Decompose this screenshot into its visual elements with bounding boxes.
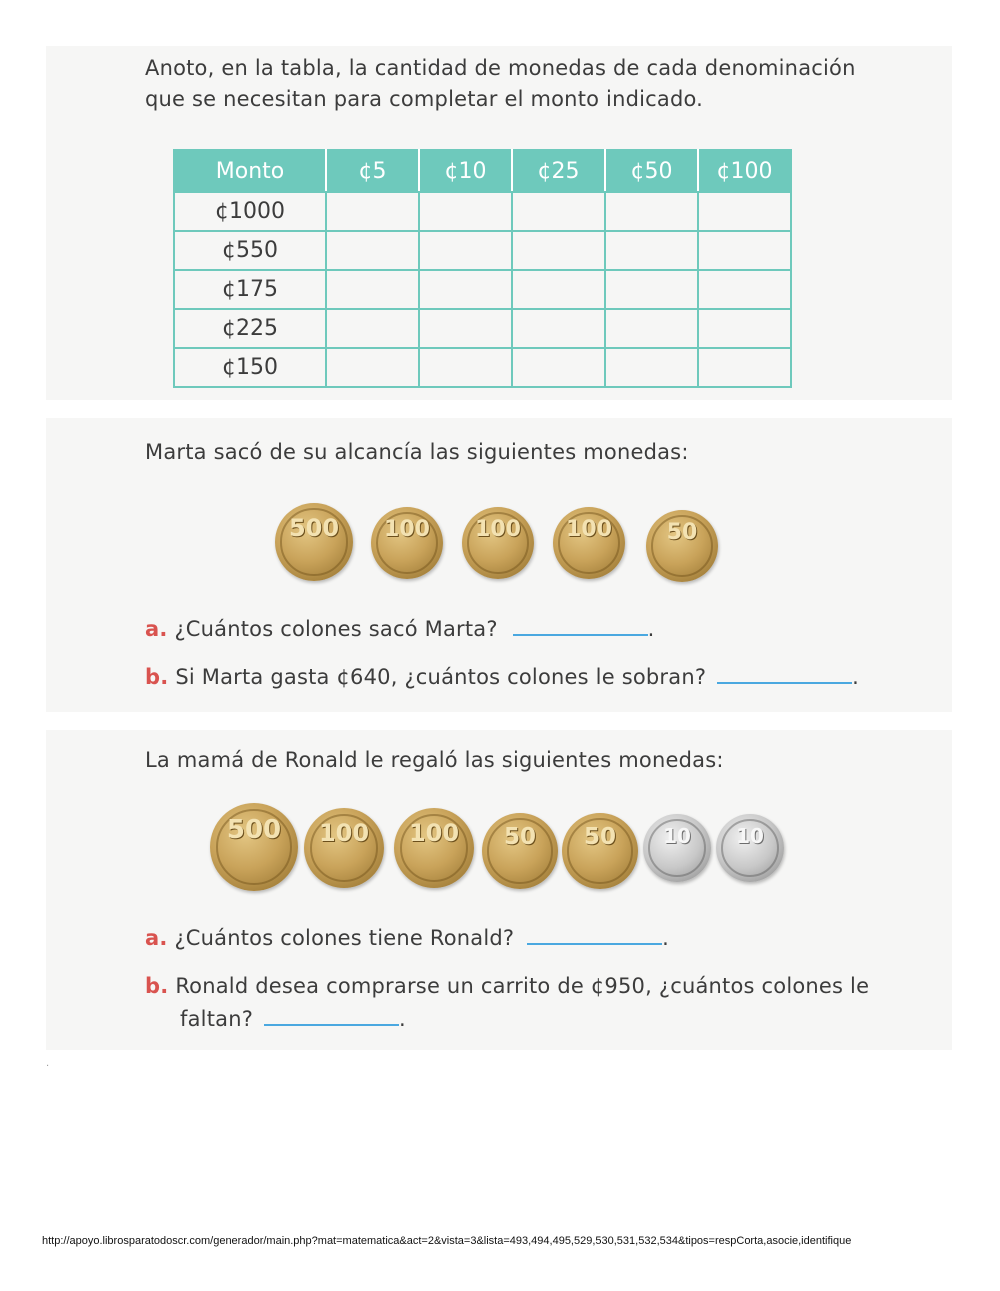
coin-100-icon: 100	[553, 507, 625, 579]
row-amount: ¢175	[174, 270, 326, 309]
question-text: faltan?	[180, 1007, 254, 1031]
answer-cell[interactable]	[326, 309, 419, 348]
coin-500-icon: 500	[210, 803, 298, 891]
coin-table	[173, 149, 792, 388]
header-coin-10: ¢10	[419, 150, 512, 192]
marta-intro: Marta sacó de su alcancía las siguientes monedas:	[145, 440, 689, 464]
instruction-line-1: Anoto, en la tabla, la cantidad de monedas de cada denominación	[145, 56, 856, 80]
answer-cell[interactable]	[698, 309, 791, 348]
answer-cell[interactable]	[698, 348, 791, 387]
answer-cell[interactable]	[605, 192, 698, 231]
answer-cell[interactable]	[605, 270, 698, 309]
coin-50-icon: 50	[482, 813, 558, 889]
question-text: Si Marta gasta ¢640, ¿cuántos colones le sobran?	[175, 665, 707, 689]
answer-cell[interactable]	[698, 231, 791, 270]
answer-cell[interactable]	[605, 309, 698, 348]
source-url[interactable]: http://apoyo.librosparatodoscr.com/generador/main.php?mat=matematica&act=2&vista=3&lista=493,494,495,529,530,531,532,534&tipos=respCorta,asocie,identifique	[42, 1235, 852, 1247]
answer-cell[interactable]	[419, 309, 512, 348]
answer-cell[interactable]	[419, 192, 512, 231]
header-coin-5: ¢5	[326, 150, 419, 192]
table-row	[174, 309, 791, 348]
stray-mark: .	[46, 1058, 50, 1069]
answer-cell[interactable]	[698, 192, 791, 231]
question-text: ¿Cuántos colones sacó Marta?	[174, 617, 498, 641]
table-row	[174, 192, 791, 231]
instruction-line-2: que se necesitan para completar el monto indicado.	[145, 87, 704, 111]
answer-cell[interactable]	[698, 270, 791, 309]
marta-question-a: a. ¿Cuántos colones sacó Marta? .	[145, 617, 655, 641]
header-monto: Monto	[174, 150, 326, 192]
answer-cell[interactable]	[326, 192, 419, 231]
coin-100-icon: 100	[304, 808, 384, 888]
table-header-row	[174, 150, 791, 192]
coin-500-icon: 500	[275, 503, 353, 581]
coin-100-icon: 100	[462, 507, 534, 579]
question-label: b.	[145, 665, 169, 689]
coin-50-icon: 50	[562, 813, 638, 889]
table-row	[174, 231, 791, 270]
question-label: b.	[145, 974, 169, 998]
answer-cell[interactable]	[512, 192, 605, 231]
answer-cell[interactable]	[512, 348, 605, 387]
answer-cell[interactable]	[419, 270, 512, 309]
question-label: a.	[145, 926, 168, 950]
answer-cell[interactable]	[512, 270, 605, 309]
marta-question-b: b. Si Marta gasta ¢640, ¿cuántos colones le sobran? .	[145, 665, 859, 689]
question-label: a.	[145, 617, 168, 641]
header-coin-25: ¢25	[512, 150, 605, 192]
answer-cell[interactable]	[419, 231, 512, 270]
answer-blank[interactable]	[527, 925, 662, 945]
answer-cell[interactable]	[512, 231, 605, 270]
answer-cell[interactable]	[326, 231, 419, 270]
answer-cell[interactable]	[326, 270, 419, 309]
question-text: ¿Cuántos colones tiene Ronald?	[174, 926, 515, 950]
answer-blank[interactable]	[513, 616, 648, 636]
answer-blank[interactable]	[717, 664, 852, 684]
ronald-question-b	[145, 971, 869, 1001]
ronald-question-b-cont: faltan? .	[180, 1007, 406, 1031]
answer-cell[interactable]	[419, 348, 512, 387]
row-amount: ¢1000	[174, 192, 326, 231]
coin-100-icon: 100	[371, 507, 443, 579]
table-row	[174, 270, 791, 309]
answer-cell[interactable]	[512, 309, 605, 348]
answer-cell[interactable]	[605, 231, 698, 270]
row-amount: ¢150	[174, 348, 326, 387]
row-amount: ¢225	[174, 309, 326, 348]
coin-50-icon: 50	[646, 510, 718, 582]
table-row	[174, 348, 791, 387]
ronald-exercise-panel	[46, 730, 952, 1050]
answer-cell[interactable]	[326, 348, 419, 387]
header-coin-100: ¢100	[698, 150, 791, 192]
header-coin-50: ¢50	[605, 150, 698, 192]
row-amount: ¢550	[174, 231, 326, 270]
answer-blank[interactable]	[264, 1006, 399, 1026]
ronald-question-a: a. ¿Cuántos colones tiene Ronald? .	[145, 926, 670, 950]
coin-100-icon: 100	[394, 808, 474, 888]
question-text: Ronald desea comprarse un carrito de ¢950, ¿cuántos colones le	[175, 974, 870, 998]
coin-10-icon: 10	[716, 814, 784, 882]
answer-cell[interactable]	[605, 348, 698, 387]
ronald-intro: La mamá de Ronald le regaló las siguientes monedas:	[145, 748, 724, 772]
coin-10-icon: 10	[643, 814, 711, 882]
